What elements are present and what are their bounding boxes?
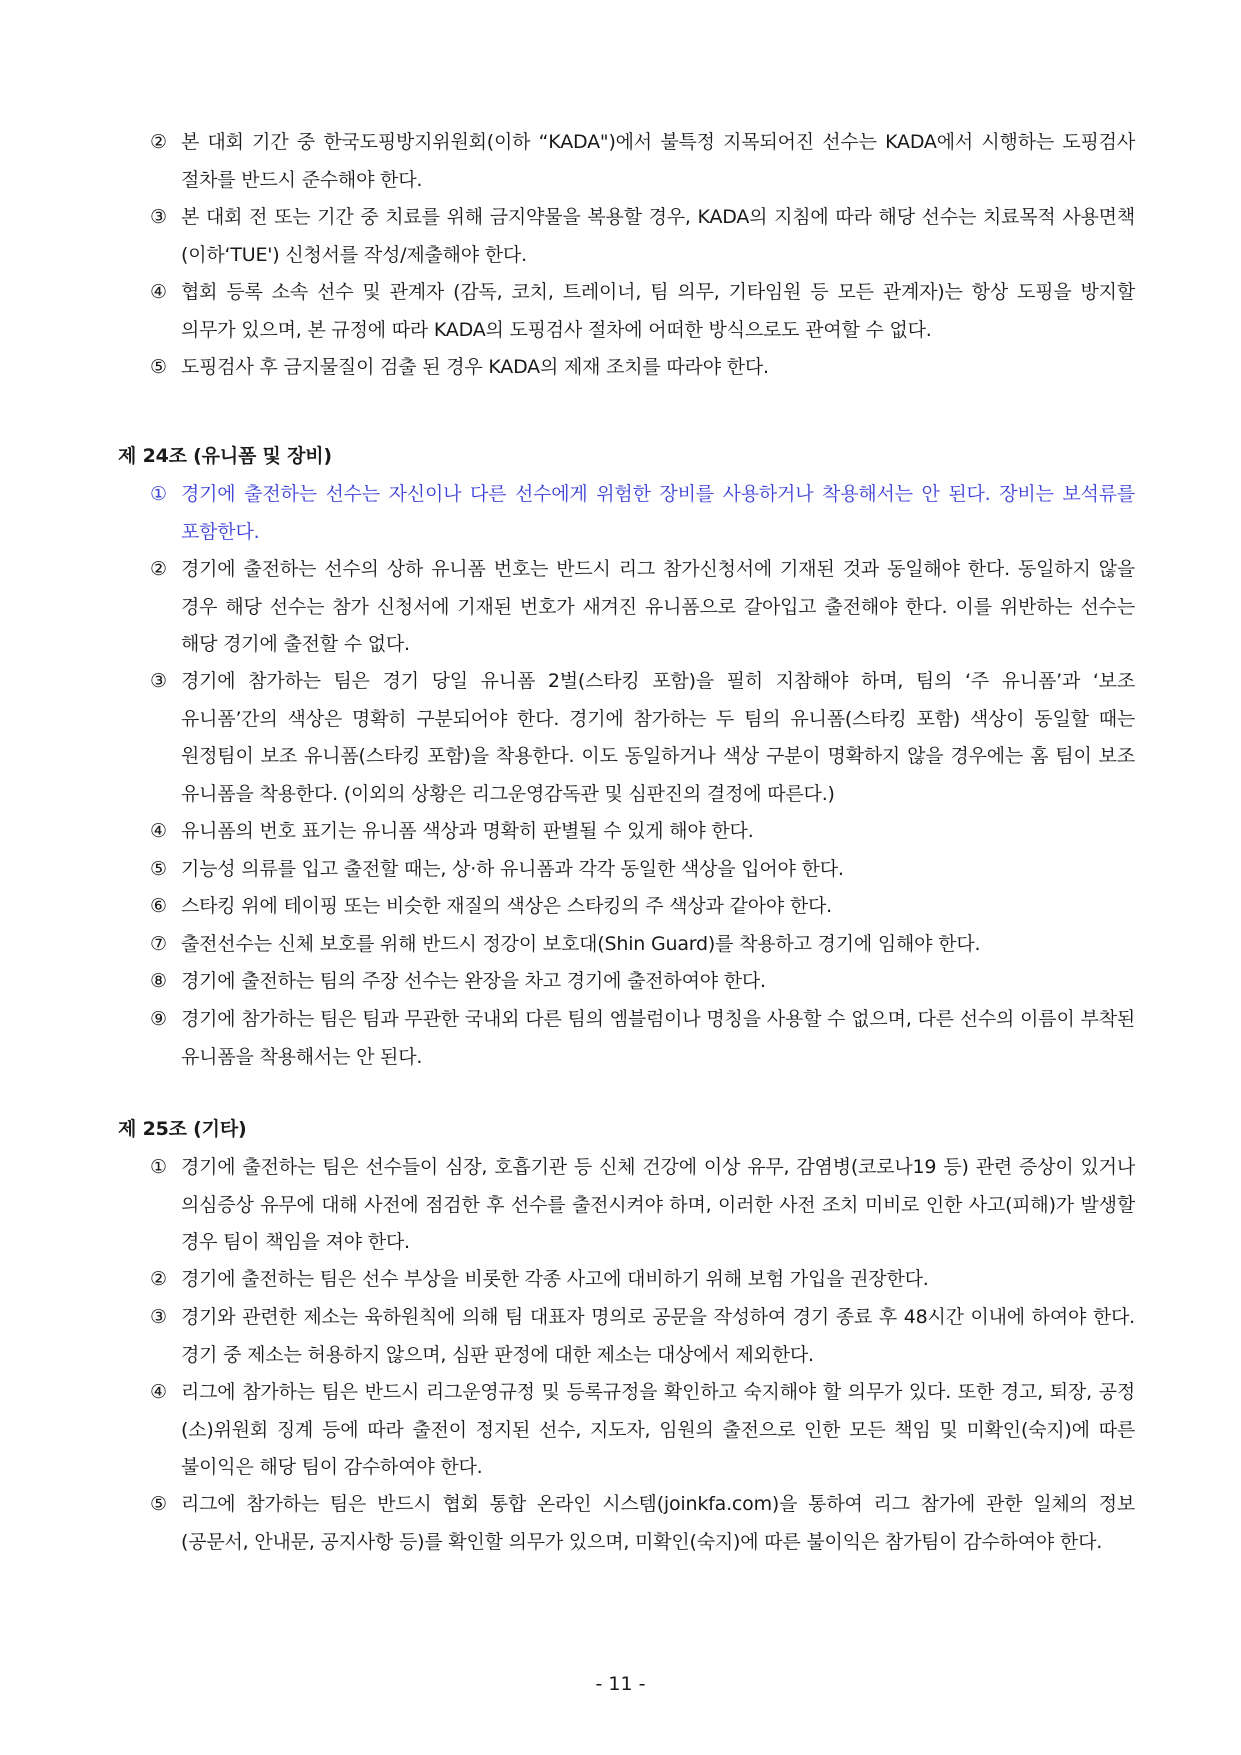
article23-item-2 [150,124,1140,199]
item-text: 도핑검사 후 금지물질이 검출 된 경우 KADA의 제재 조치를 따라야 한다. [181,356,769,378]
article23-item-4 [150,274,1140,349]
item-number: ⑧ [150,970,167,992]
item-number: ⑦ [150,933,167,955]
item-text: 리그에 참가하는 팀은 반드시 리그운영규정 및 등록규정을 확인하고 숙지해야 할 의무가 있다. 또한 경고, 퇴장, 공정(소)위원회 징계 등에 따라 출전이 정지된 선수, 지도자, 임원의 출전으로 인한 모든 책임 및 미확인(숙지)에 따른 불이익은 해당 팀이 감수하여야 한다. [181,1381,1135,1478]
item-text: 경기에 출전하는 선수의 상하 유니폼 번호는 반드시 리그 참가신청서에 기재된 것과 동일해야 한다. 동일하지 않을 경우 해당 선수는 참가 신청서에 기재된 번호가 새겨진 유니폼으로 갈아입고 출전해야 한다. 이를 위반하는 선수는 해당 경기에 출전할 수 없다. [181,558,1135,655]
article25-item-5 [150,1486,1140,1561]
article23-item-5 [150,349,1140,387]
article24-item-3 [150,663,1140,813]
item-number: ⑨ [150,1008,167,1030]
item-number: ③ [150,670,167,692]
item-number: ⑥ [150,895,167,917]
article24-item-8 [150,963,1140,1001]
item-number: ③ [150,206,167,228]
item-text: 경기에 참가하는 팀은 경기 당일 유니폼 2벌(스타킹 포함)을 필히 지참해야 하며, 팀의 ‘주 유니폼’과 ‘보조 유니폼’간의 색상은 명확히 구분되어야 한다. 경기에 참가하는 두 팀의 유니폼(스타킹 포함) 색상이 동일할 때는 원정팀이 보조 유니폼(스타킹 포함)을 착용한다. 이도 동일하거나 색상 구분이 명확하지 않을 경우에는 홈 팀이 보조 유니폼을 착용한다. (이외의 상황은 리그운영감독관 및 심판진의 결정에 따른다.) [181,670,1135,805]
item-number: ④ [150,281,167,303]
item-number: ④ [150,820,167,842]
item-number: ⑤ [150,858,167,880]
item-text: 본 대회 전 또는 기간 중 치료를 위해 금지약물을 복용할 경우, KADA의 지침에 따라 해당 선수는 치료목적 사용면책(이하‘TUE') 신청서를 작성/제출해야 한다. [181,206,1135,266]
item-number: ⑤ [150,356,167,378]
item-text: 스타킹 위에 테이핑 또는 비슷한 재질의 색상은 스타킹의 주 색상과 같아야 한다. [181,895,833,917]
item-text: 경기에 출전하는 팀은 선수들이 심장, 호흡기관 등 신체 건강에 이상 유무, 감염병(코로나19 등) 관련 증상이 있거나 의심증상 유무에 대해 사전에 점검한 후 선수를 출전시켜야 하며, 이러한 사전 조치 미비로 인한 사고(피해)가 발생할 경우 팀이 책임을 져야 한다. [181,1156,1135,1253]
article24-heading: 제 24조 (유니폼 및 장비) [118,445,332,467]
item-number: ① [150,1156,167,1178]
article25-item-4 [150,1374,1140,1487]
item-number: ⑤ [150,1493,167,1515]
article23-item-3 [150,199,1140,274]
item-text: 유니폼의 번호 표기는 유니폼 색상과 명확히 판별될 수 있게 해야 한다. [181,820,754,842]
item-text: 본 대회 기간 중 한국도핑방지위원회(이하 “KADA")에서 불특정 지목되어진 선수는 KADA에서 시행하는 도핑검사 절차를 반드시 준수해야 한다. [181,131,1135,191]
article25-heading: 제 25조 (기타) [118,1118,247,1140]
article25-item-3 [150,1299,1140,1374]
item-text: 경기에 참가하는 팀은 팀과 무관한 국내외 다른 팀의 엠블럼이나 명칭을 사용할 수 없으며, 다른 선수의 이름이 부착된 유니폼을 착용해서는 안 된다. [181,1008,1135,1068]
item-number: ② [150,558,167,580]
item-text: 경기에 출전하는 선수는 자신이나 다른 선수에게 위험한 장비를 사용하거나 착용해서는 안 된다. 장비는 보석류를 포함한다. [181,483,1135,543]
item-number: ③ [150,1306,167,1328]
item-number: ④ [150,1381,167,1403]
item-text: 협회 등록 소속 선수 및 관계자 (감독, 코치, 트레이너, 팀 의무, 기타임원 등 모든 관계자)는 항상 도핑을 방지할 의무가 있으며, 본 규정에 따라 KADA의 도핑검사 절차에 어떠한 방식으로도 관여할 수 없다. [181,281,1135,341]
article24-item-9 [150,1001,1140,1076]
article24-item-6 [150,888,1140,926]
item-text: 출전선수는 신체 보호를 위해 반드시 정강이 보호대(Shin Guard)를 착용하고 경기에 임해야 한다. [181,933,981,955]
article24-item-4 [150,813,1140,851]
item-number: ② [150,131,167,153]
item-text: 리그에 참가하는 팀은 반드시 협회 통합 온라인 시스템(joinkfa.com)을 통하여 리그 참가에 관한 일체의 정보(공문서, 안내문, 공지사항 등)를 확인할 의무가 있으며, 미확인(숙지)에 따른 불이익은 참가팀이 감수하여야 한다. [181,1493,1135,1553]
item-number: ② [150,1268,167,1290]
article24-item-5 [150,851,1140,889]
article25-item-1 [150,1149,1140,1262]
page-number: - 11 - [595,1673,646,1695]
article24-item-2 [150,551,1140,664]
article24-item-7 [150,926,1140,964]
article24-item-1 [150,476,1140,551]
item-text: 경기에 출전하는 팀은 선수 부상을 비롯한 각종 사고에 대비하기 위해 보험 가입을 권장한다. [181,1268,929,1290]
item-text: 경기와 관련한 제소는 육하원칙에 의해 팀 대표자 명의로 공문을 작성하여 경기 종료 후 48시간 이내에 하여야 한다. 경기 중 제소는 허용하지 않으며, 심판 판정에 대한 제소는 대상에서 제외한다. [181,1306,1135,1366]
item-number: ① [150,483,167,505]
item-text: 경기에 출전하는 팀의 주장 선수는 완장을 차고 경기에 출전하여야 한다. [181,970,766,992]
item-text: 기능성 의류를 입고 출전할 때는, 상·하 유니폼과 각각 동일한 색상을 입어야 한다. [181,858,844,880]
article25-item-2 [150,1261,1140,1299]
